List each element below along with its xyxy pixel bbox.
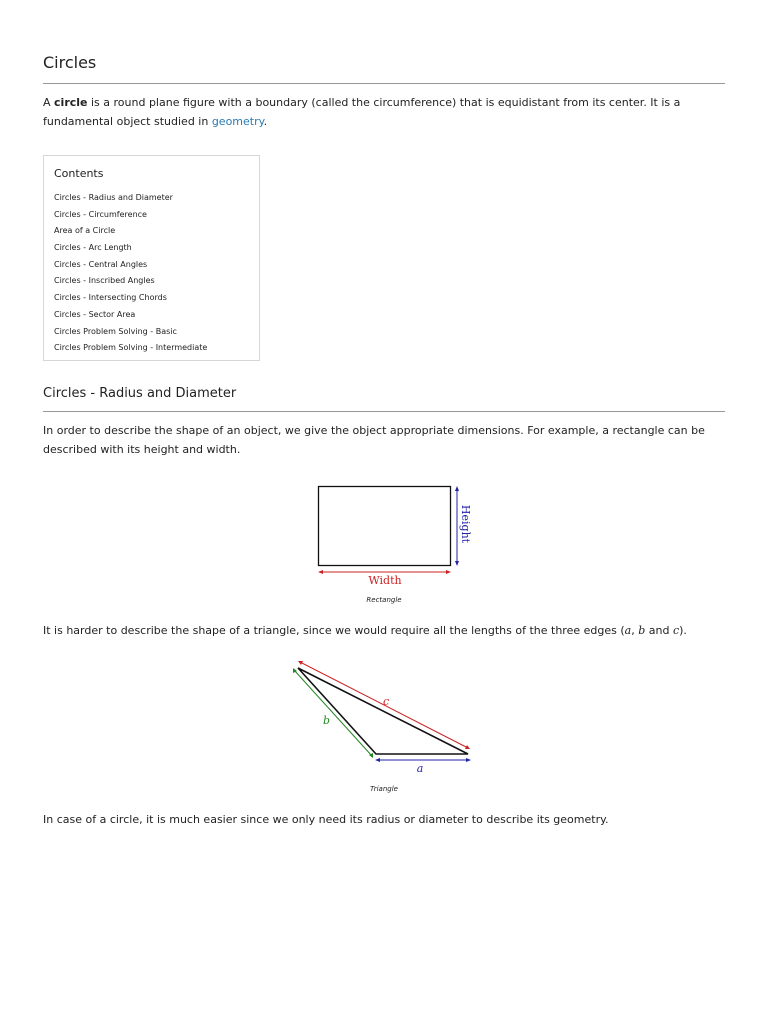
toc-item-problem-solving-intermediate[interactable]: Circles Problem Solving - Intermediate [54,343,208,353]
intro-prefix: A [43,96,55,109]
dimensions-paragraph: In order to describe the shape of an object, we give the object appropriate dimensions. For example, a rectangle can be described with its height and width. [43,424,705,456]
rectangle-shape [319,487,451,566]
page-title: Circles [43,53,97,72]
toc-item-radius-diameter[interactable]: Circles - Radius and Diameter [54,193,173,202]
edge-a-label: a [416,762,424,775]
edge-b-label: b [323,714,331,727]
geometry-link[interactable]: geometry [211,115,264,128]
section-divider [43,411,725,412]
toc-list [54,190,207,357]
triangle-para-suffix: ). [679,624,687,637]
toc-item-arc-length[interactable]: Circles - Arc Length [54,243,132,253]
triangle-para-sep2: and [645,624,673,637]
section-heading: Circles - Radius and Diameter [43,386,237,401]
triangle-para-prefix: It is harder to describe the shape of a triangle, since we would require all the lengths of the three edges ( [43,624,625,637]
var-a: a [624,624,632,637]
edge-c-label: c [383,695,390,708]
toc-item-circumference[interactable]: Circles - Circumference [54,209,147,219]
triangle-shape [298,668,468,754]
toc-item-area[interactable]: Area of a Circle [54,226,116,236]
edge-b-arrow [293,668,373,758]
rectangle-caption: Rectangle [366,596,402,604]
width-label: Width [368,574,402,587]
toc-item-inscribed-angles[interactable]: Circles - Inscribed Angles [54,276,155,286]
circle-paragraph: In case of a circle, it is much easier since we only need its radius or diameter to describe its geometry. [43,813,609,826]
triangle-diagram [288,655,478,780]
var-b: b [638,624,646,637]
toc-item-problem-solving-basic[interactable]: Circles Problem Solving - Basic [54,326,177,336]
height-dimension-arrow [455,486,459,566]
rectangle-diagram [313,480,473,592]
toc-title: Contents [54,167,104,180]
triangle-paragraph [43,621,725,640]
triangle-caption: Triangle [370,785,398,793]
var-c: c [672,624,680,637]
toc-item-central-angles[interactable]: Circles - Central Angles [54,259,148,269]
toc-item-sector-area[interactable]: Circles - Sector Area [54,309,136,319]
intro-paragraph [43,93,725,131]
triangle-para-sep1: , [631,624,639,637]
height-label: Height [459,504,472,544]
intro-middle: is a round plane figure with a boundary (called the circumference) that is equidistant from its center. It is a fundamental object studied in [43,96,681,128]
intro-term: circle [54,96,88,109]
toc-item-intersecting-chords[interactable]: Circles - Intersecting Chords [54,293,167,303]
title-divider [43,83,725,84]
table-of-contents [43,155,260,361]
intro-suffix: . [263,115,268,128]
